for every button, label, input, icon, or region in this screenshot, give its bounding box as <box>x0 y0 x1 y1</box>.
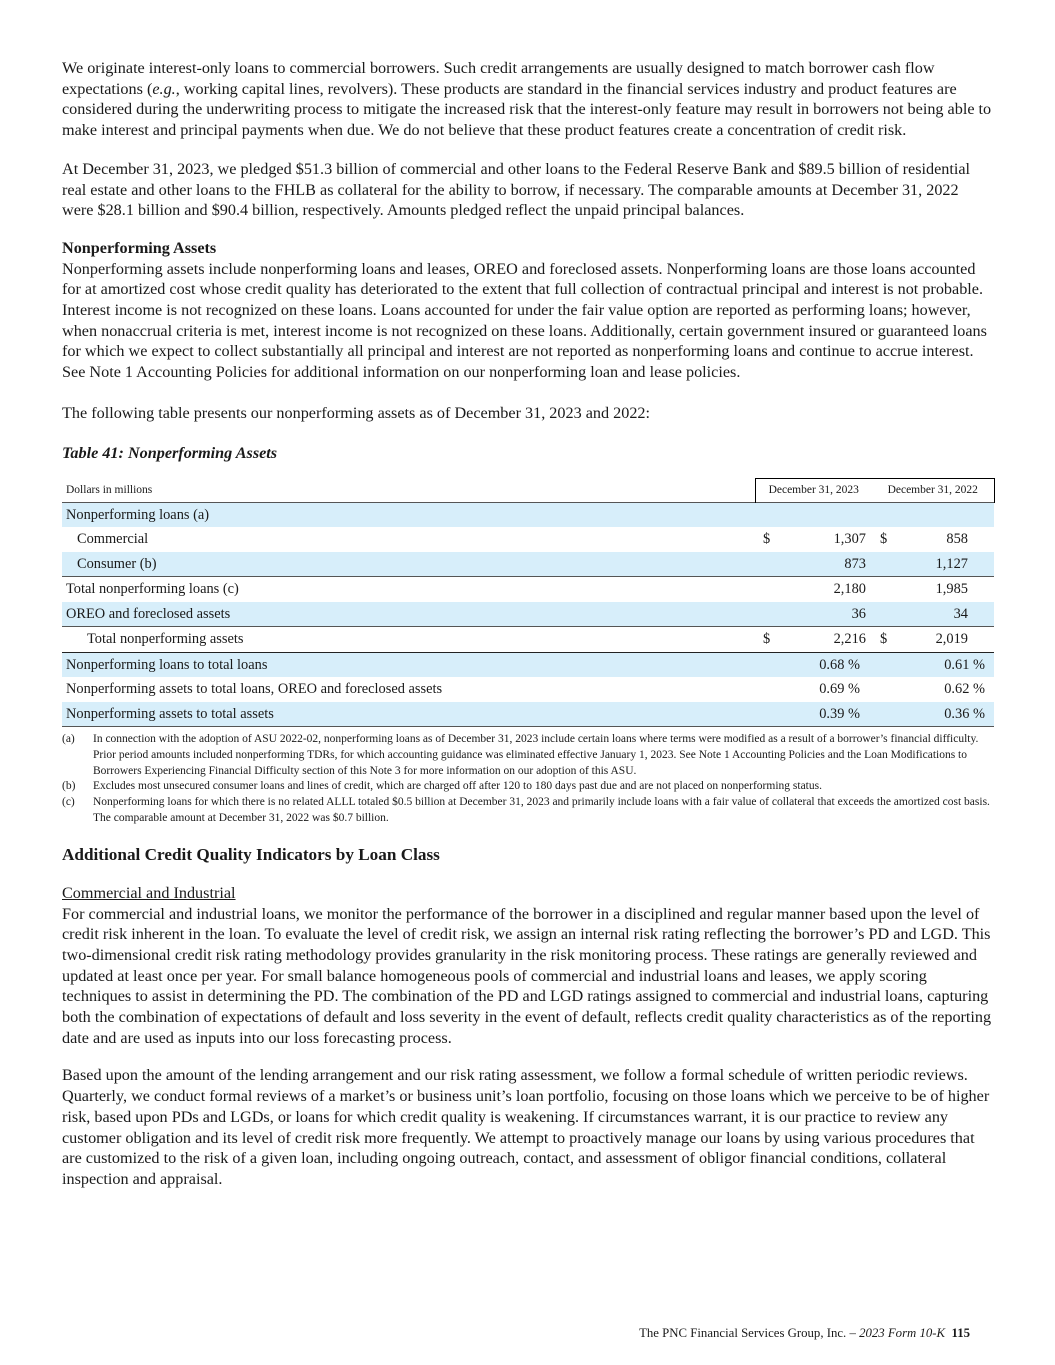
footnote-key: (b) <box>62 780 76 793</box>
header-dollars-in-millions: Dollars in millions <box>66 483 153 496</box>
footnote-text: In connection with the adoption of ASU 2022-02, nonperforming loans as of December 31, 2023 include certain loans where terms were modified as a result of a borrower’s financial difficulty. Prior period amounts included nonperforming TDRs, for which accounting guidance was eliminated effective January 1, 2023. See Note 1 Accounting Policies and the Loan Modifications to Borrowers Experiencing Financial Difficulty section of this Note 3 for more information on our adoption of this ASU. <box>93 733 979 777</box>
value-2023: 873 <box>779 552 872 577</box>
value-2023: 1,307 <box>833 531 866 548</box>
paragraph-interest-only <box>62 58 994 141</box>
footnote-key: (c) <box>62 796 75 809</box>
paragraph-text: We originate interest-only loans to commercial borrowers. Such credit arrangements are usually designed to match borrower cash flow expectations ( <box>62 59 935 98</box>
header-dec-2022: December 31, 2022 <box>872 478 994 502</box>
document-page <box>62 58 994 1190</box>
row-label: Nonperforming loans (a) <box>62 502 755 527</box>
table-row <box>62 602 994 627</box>
table-row <box>62 527 994 552</box>
footnote-a <box>62 732 994 779</box>
footnote-b <box>62 779 994 795</box>
subheading-commercial-industrial: Commercial and Industrial <box>62 883 236 902</box>
row-label: Nonperforming assets to total assets <box>62 702 755 727</box>
section-heading-nonperforming: Nonperforming Assets <box>62 238 217 257</box>
value-2023: 2,216 <box>779 627 872 653</box>
table-row <box>62 552 994 577</box>
value-2022: 1,985 <box>896 577 994 602</box>
nonperforming-assets-table <box>62 478 995 728</box>
value-2022: 0.62 % <box>944 681 985 698</box>
row-label: Total nonperforming assets <box>62 627 755 653</box>
table-row <box>62 652 994 677</box>
paragraph-text: , working capital lines, revolvers). These products are standard in the financial services industry and product features are considered during the underwriting process to mitigate the increased risk that the interest-only feature may result in borrowers not being able to make interest and principal payments when due. We do not believe that these product features create a concentration of credit risk. <box>62 79 992 140</box>
page-footer <box>0 1325 970 1341</box>
table-row <box>62 502 994 527</box>
value-2022: 1,127 <box>896 552 994 577</box>
footnote-text: Nonperforming loans for which there is no related ALLL totaled $0.5 billion at December 31, 2023 and primarily include loans with a fair value of collateral that exceeds the amortized cost basis. The comparable amount at December 31, 2022 was $0.7 billion. <box>93 796 990 825</box>
dollar-sign: $ <box>872 627 896 653</box>
table-footnotes <box>62 732 994 827</box>
value-2023: 36 <box>779 602 872 627</box>
dollar-sign: $ <box>763 531 771 548</box>
footer-company: The PNC Financial Services Group, Inc. – <box>639 1326 860 1340</box>
table-title: Table 41: Nonperforming Assets <box>62 443 278 462</box>
table-row <box>62 702 994 727</box>
commercial-industrial-section <box>62 883 994 1190</box>
value-2022: 2,019 <box>896 627 994 653</box>
row-label: Consumer (b) <box>62 552 755 577</box>
value-2022: 0.36 % <box>896 702 994 727</box>
section-heading-credit-quality: Additional Credit Quality Indicators by Loan Class <box>62 844 440 864</box>
row-label: Nonperforming loans to total loans <box>62 652 755 677</box>
value-2022: 0.61 % <box>896 652 994 677</box>
table-row <box>62 577 994 602</box>
page-number: 115 <box>951 1326 970 1340</box>
dollar-sign: $ <box>755 627 779 653</box>
dollar-sign: $ <box>880 531 888 548</box>
paragraph-italic-eg: e.g. <box>152 79 176 98</box>
footnote-key: (a) <box>62 733 75 746</box>
paragraph-pledged: At December 31, 2023, we pledged $51.3 billion of commercial and other loans to the Federal Reserve Bank and $89.5 billion of residential real estate and other loans to the FHLB as collateral for the ability to borrow, if necessary. The comparable amounts at December 31, 2022 were $28.1 billion and $90.4 billion, respectively. Amounts pledged reflect the unpaid principal balances. <box>62 159 971 220</box>
value-2023: 0.39 % <box>779 702 872 727</box>
footer-form: 2023 Form 10-K <box>859 1326 946 1340</box>
row-label: OREO and foreclosed assets <box>62 602 755 627</box>
paragraph-commercial-industrial: For commercial and industrial loans, we monitor the performance of the borrower in a disciplined and regular manner based upon the level of credit risk inherent in the loan. To evaluate the level of credit risk, we assign an internal risk rating reflecting the borrower’s PD and LGD. This two-dimensional credit risk rating methodology provides granularity in the risk monitoring process. These ratings are generally reviewed and updated at least once per year. For small balance homogeneous pools of commercial and industrial loans and leases, we apply scoring techniques to assist in determining the PD. The combination of the PD and LGD ratings assigned to commercial and industrial loans, capturing both the combination of expectations of default and loss severity in the event of default, reflects credit quality characteristics as of the reporting date and are used as inputs into our loss forecasting process. <box>62 904 992 1047</box>
footnote-text: Excludes most unsecured consumer loans and lines of credit, which are charged off after 120 to 180 days past due and are not placed on nonperforming status. <box>93 780 822 793</box>
table-row <box>62 677 994 702</box>
value-2022: 34 <box>896 602 994 627</box>
paragraph-table-intro: The following table presents our nonperforming assets as of December 31, 2023 and 2022: <box>62 403 650 422</box>
row-label: Nonperforming assets to total loans, OREO and foreclosed assets <box>66 681 443 698</box>
value-2023: 0.68 % <box>779 652 872 677</box>
value-2022: 858 <box>946 531 968 548</box>
row-label: Total nonperforming loans (c) <box>62 577 755 602</box>
value-2023: 0.69 % <box>819 681 860 698</box>
value-2023: 2,180 <box>779 577 872 602</box>
paragraph-nonperforming: Nonperforming assets include nonperforming loans and leases, OREO and foreclosed assets. Nonperforming loans are those loans accounted for at amortized cost whose credit quality has deteriorated to the extent that full collection of contractual principal and interest is not probable. Interest income is not recognized on these loans. Loans accounted for under the fair value option are reported as performing loans; however, when nonaccrual criteria is met, interest income is not recognized on these loans. Additionally, certain government insured or guaranteed loans for which we expect to collect substantially all principal and interest are not reported as nonperforming loans and continue to accrue interest. See Note 1 Accounting Policies for additional information on our nonperforming loan and lease policies. <box>62 259 987 382</box>
row-label: Commercial <box>77 531 149 548</box>
paragraph-periodic-reviews: Based upon the amount of the lending arrangement and our risk rating assessment, we follow a formal schedule of written periodic reviews. Quarterly, we conduct formal reviews of a market’s or business unit’s loan portfolio, focusing on those loans which we perceive to be of higher risk, based upon PDs and LGDs, or loans for which credit quality is weakening. If circumstances warrant, it is our practice to review any customer obligation and its level of credit risk more frequently. We attempt to proactively manage our loans by using various procedures that are customized to the risk of a given loan, including ongoing outreach, contact, and assessment of obligor financial conditions, collateral inspection and appraisal. <box>62 1066 990 1188</box>
table-header-row <box>62 478 994 502</box>
footnote-c <box>62 795 994 827</box>
header-dec-2023: December 31, 2023 <box>755 478 872 502</box>
table-row <box>62 627 994 653</box>
